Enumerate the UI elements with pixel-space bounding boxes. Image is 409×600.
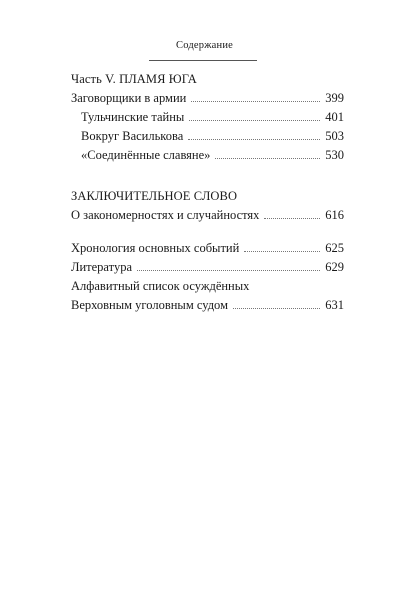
toc-entry-label: Вокруг Василькова [81, 129, 184, 143]
toc-entry-label: Литература [71, 260, 132, 274]
toc-entry-page: 530 [325, 148, 344, 162]
toc-entry[interactable] [71, 206, 344, 225]
leader-dots [264, 217, 320, 219]
toc-entry-page: 631 [325, 298, 344, 312]
toc-entry-label: «Соединённые славяне» [81, 148, 211, 162]
header-rule [149, 60, 257, 61]
table-of-contents [71, 70, 344, 315]
leader-dots [215, 157, 320, 159]
leader-dots [189, 119, 320, 121]
running-head: Содержание [175, 40, 234, 51]
toc-entry[interactable] [71, 108, 344, 127]
toc-entry[interactable] [71, 239, 344, 258]
toc-entry-first-line: Алфавитный список осуждённых [71, 279, 250, 293]
toc-entry-label: Тульчинские тайны [81, 110, 185, 124]
closing-title: ЗАКЛЮЧИТЕЛЬНОЕ СЛОВО [71, 189, 238, 203]
toc-entry-label: О закономерностях и случайностях [71, 208, 260, 222]
leader-dots [233, 307, 320, 309]
toc-entry[interactable] [71, 258, 344, 277]
leader-dots [244, 250, 320, 252]
toc-entry-label: Верховным уголовным судом [71, 298, 228, 312]
toc-entry-page: 629 [325, 260, 344, 274]
toc-entry-page: 401 [325, 110, 344, 124]
toc-entry[interactable] [71, 296, 344, 315]
toc-entry-page: 625 [325, 241, 344, 255]
toc-entry-label: Хронология основных событий [71, 241, 240, 255]
toc-entry-label: Заговорщики в армии [71, 91, 187, 105]
toc-entry[interactable] [71, 127, 344, 146]
leader-dots [188, 138, 320, 140]
toc-entry-page: 503 [325, 129, 344, 143]
leader-dots [137, 269, 320, 271]
toc-entry[interactable] [71, 89, 344, 108]
toc-entry-page: 616 [325, 208, 344, 222]
part-title: Часть V. ПЛАМЯ ЮГА [71, 72, 197, 86]
toc-entry-page: 399 [325, 91, 344, 105]
toc-entry[interactable] [71, 146, 344, 165]
leader-dots [191, 100, 320, 102]
